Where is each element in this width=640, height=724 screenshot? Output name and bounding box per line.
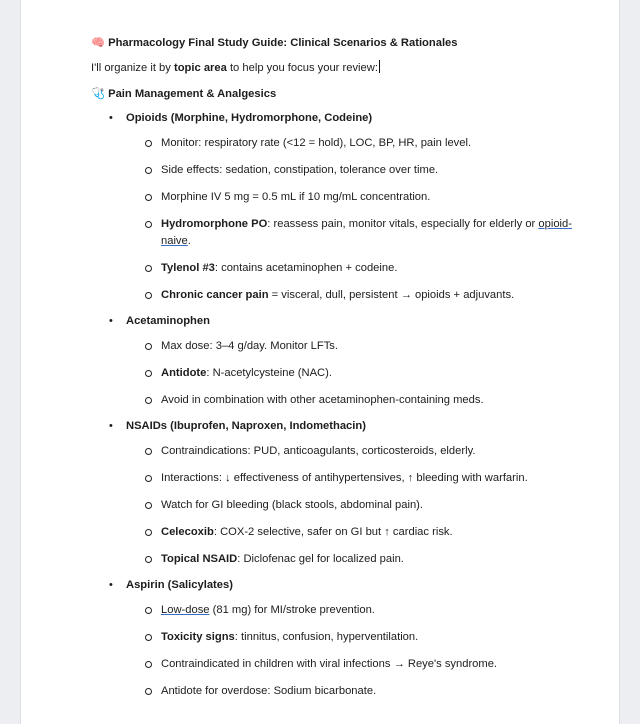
topic-heading: Opioids (Morphine, Hydromorphone, Codeine) [126, 112, 373, 124]
item-text: : COX-2 selective, safer on GI but ↑ cardiac risk. [213, 526, 453, 538]
item-text-end: . [187, 235, 191, 247]
circle-bullet-icon [145, 529, 152, 536]
item-bold-term: Toxicity signs [161, 631, 235, 643]
document-title [91, 36, 589, 50]
topic-items [126, 443, 589, 568]
intro-bold-text: topic area [173, 62, 227, 74]
item-text: : Diclofenac gel for localized pain. [237, 553, 404, 565]
item-bold-term: Tylenol #3 [161, 262, 215, 274]
topic-heading: Acetaminophen [126, 315, 210, 327]
circle-bullet-icon [145, 634, 152, 641]
circle-bullet-icon [145, 194, 152, 201]
topic-group [91, 419, 589, 568]
intro-text-end: to help you focus your review: [226, 62, 378, 74]
circle-bullet-icon [145, 397, 152, 404]
item-text: Monitor: respiratory rate (<12 = hold), LOC, BP, HR, pain level. [161, 137, 472, 149]
list-item [126, 602, 589, 619]
item-text: : tinnitus, confusion, hyperventilation. [234, 631, 419, 643]
list-item [126, 338, 589, 355]
list-item [126, 365, 589, 382]
topic-items [126, 338, 589, 409]
list-item [126, 629, 589, 646]
document-page [20, 0, 620, 724]
section-heading-text: Pain Management & Analgesics [108, 88, 277, 100]
item-bold-term: Antidote [161, 367, 207, 379]
item-text: : N-acetylcysteine (NAC). [206, 367, 332, 379]
circle-bullet-icon [145, 475, 152, 482]
list-item [126, 392, 589, 409]
topic-heading: Aspirin (Salicylates) [126, 579, 233, 591]
item-text: : reassess pain, monitor vitals, especially for elderly or [267, 218, 539, 230]
circle-bullet-icon [145, 343, 152, 350]
stethoscope-icon: 🩺 [91, 88, 105, 100]
item-text: = visceral, dull, persistent → opioids + adjuvants. [268, 289, 515, 301]
item-text: Morphine IV 5 mg = 0.5 mL if 10 mg/mL concentration. [161, 191, 431, 203]
topic-heading: NSAIDs (Ibuprofen, Naproxen, Indomethacin) [126, 420, 366, 432]
item-text: Contraindications: PUD, anticoagulants, corticosteroids, elderly. [161, 445, 476, 457]
list-item [126, 260, 589, 277]
circle-bullet-icon [145, 556, 152, 563]
circle-bullet-icon [145, 448, 152, 455]
text-cursor [379, 60, 380, 73]
intro-paragraph[interactable] [91, 60, 589, 75]
circle-bullet-icon [145, 292, 152, 299]
disc-bullet-icon: • [109, 112, 113, 124]
circle-bullet-icon [145, 661, 152, 668]
topic-items [126, 135, 589, 304]
circle-bullet-icon [145, 688, 152, 695]
item-text: : contains acetaminophen + codeine. [214, 262, 398, 274]
list-item [126, 443, 589, 460]
item-bold-term: Chronic cancer pain [161, 289, 269, 301]
list-item [126, 497, 589, 514]
item-text: (81 mg) for MI/stroke prevention. [209, 604, 375, 616]
item-text: Watch for GI bleeding (black stools, abdominal pain). [161, 499, 423, 511]
item-text: Avoid in combination with other acetaminophen-containing meds. [161, 394, 484, 406]
document-title-text: Pharmacology Final Study Guide: Clinical Scenarios & Rationales [108, 37, 458, 49]
circle-bullet-icon [145, 607, 152, 614]
list-item [126, 551, 589, 568]
list-item [126, 656, 589, 673]
item-text: Interactions: ↓ effectiveness of antihypertensives, ↑ bleeding with warfarin. [161, 472, 528, 484]
brain-icon: 🧠 [91, 37, 105, 49]
list-item [126, 189, 589, 206]
circle-bullet-icon [145, 265, 152, 272]
topic-group [91, 314, 589, 409]
item-bold-term: Hydromorphone PO [161, 218, 268, 230]
item-text: Contraindicated in children with viral infections → Reye's syndrome. [161, 658, 498, 670]
section-heading [91, 87, 589, 101]
disc-bullet-icon: • [109, 579, 113, 591]
item-bold-term: Celecoxib [161, 526, 214, 538]
list-item [126, 287, 589, 304]
circle-bullet-icon [145, 221, 152, 228]
intro-text-start: I'll organize it by [91, 62, 174, 74]
item-bold-term: Topical NSAID [161, 553, 238, 565]
underlined-term: opioid-naive [161, 218, 572, 247]
item-text: Side effects: sedation, constipation, tolerance over time. [161, 164, 439, 176]
list-item [126, 135, 589, 152]
circle-bullet-icon [145, 502, 152, 509]
circle-bullet-icon [145, 140, 152, 147]
item-text: Max dose: 3–4 g/day. Monitor LFTs. [161, 340, 339, 352]
list-item [126, 470, 589, 487]
topic-list [91, 111, 589, 700]
topic-group [91, 111, 589, 304]
disc-bullet-icon: • [109, 420, 113, 432]
underlined-term: Low-dose [161, 604, 210, 616]
item-text: Antidote for overdose: Sodium bicarbonate. [161, 685, 377, 697]
topic-group [91, 578, 589, 700]
document-body[interactable] [91, 36, 589, 710]
circle-bullet-icon [145, 370, 152, 377]
list-item [126, 683, 589, 700]
circle-bullet-icon [145, 167, 152, 174]
list-item [126, 162, 589, 179]
list-item [126, 524, 589, 541]
topic-items [126, 602, 589, 700]
disc-bullet-icon: • [109, 315, 113, 327]
list-item [126, 216, 589, 250]
